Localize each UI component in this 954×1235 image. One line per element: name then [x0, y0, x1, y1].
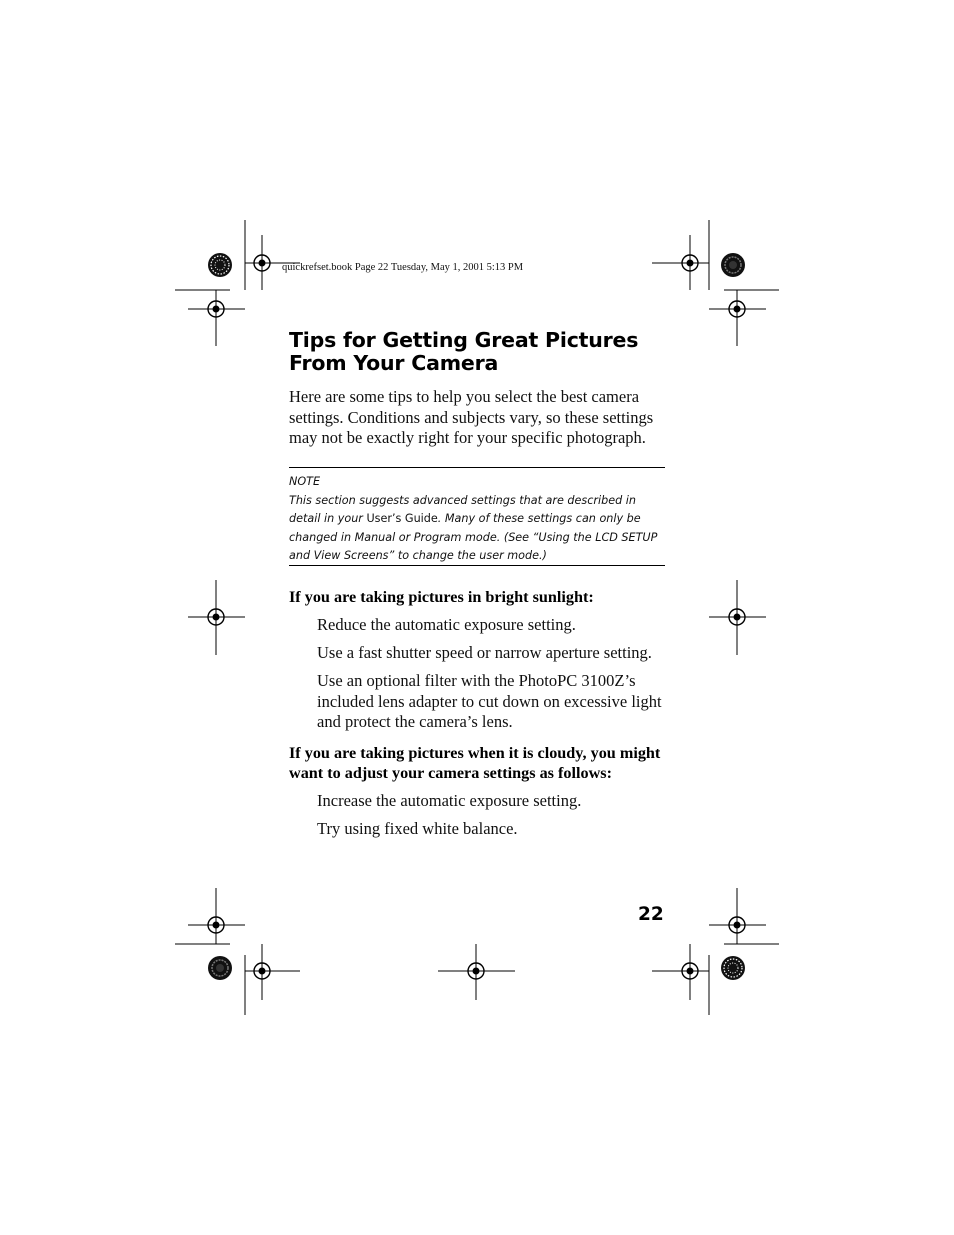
list-item: Reduce the automatic exposure setting. [317, 615, 576, 634]
users-guide-reference: User’s Guide [366, 512, 438, 526]
note-label: NOTE [289, 475, 321, 488]
list-item: Use an optional filter with the PhotoPC 3100Z’s included lens adapter to cut down on excessive light and protect the camera’s lens. [317, 671, 662, 731]
intro-paragraph: Here are some tips to help you select the best camera settings. Conditions and subjects vary, so these settings may not be exactly right for your specific photograph. [289, 387, 654, 447]
note-text-before: This section suggests advanced settings that are described in detail in your [289, 493, 636, 526]
list-item: Use a fast shutter speed or narrow aperture setting. [317, 643, 652, 662]
note-box [289, 467, 665, 566]
list-item: Increase the automatic exposure setting. [317, 791, 582, 810]
note-text-after: . Many of these settings can only be changed in Manual or Program mode. (See “Using the LCD SETUP and View Screens” to change the user mode.) [289, 512, 658, 563]
page-title: Tips for Getting Great Pictures From Your Camera [289, 328, 639, 375]
list-item: Try using fixed white balance. [317, 819, 518, 838]
sunlight-heading: If you are taking pictures in bright sunlight: [289, 588, 594, 606]
note-text [289, 492, 665, 566]
cloudy-heading: If you are taking pictures when it is cloudy, you might want to adjust your camera settings as follows: [289, 744, 661, 782]
print-slug: quickrefset.book Page 22 Tuesday, May 1, 2001 5:13 PM [282, 262, 524, 273]
page-number: 22 [638, 904, 664, 925]
